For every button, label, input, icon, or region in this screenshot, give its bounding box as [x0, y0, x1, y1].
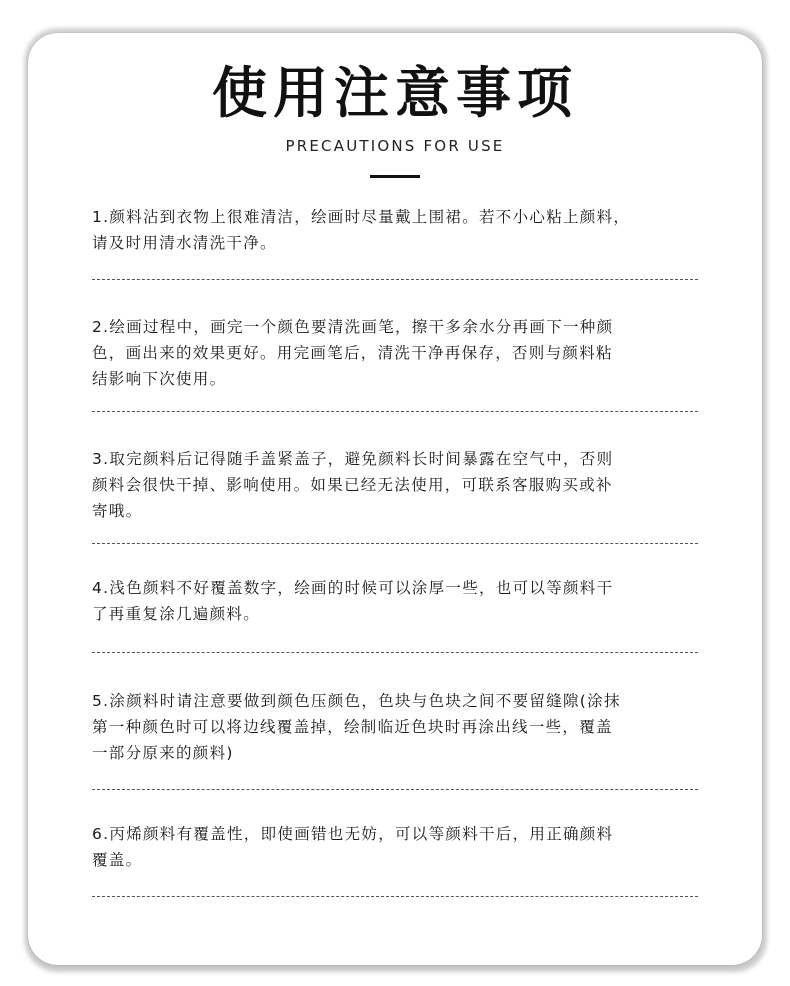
dashed-divider	[92, 279, 698, 280]
precaution-item-2: 2.绘画过程中，画完一个颜色要清洗画笔，擦干多余水分再画下一种颜 色，画出来的效果更好。用完画笔后，清洗干净再保存，否则与颜料粘 结影响下次使用。	[92, 318, 614, 388]
precaution-item-1: 1.颜料沾到衣物上很难清洁，绘画时尽量戴上围裙。若不小心粘上颜料， 请及时用清水清洗干净。	[92, 208, 631, 252]
dashed-divider	[92, 543, 698, 544]
precaution-item-5: 5.涂颜料时请注意要做到颜色压颜色，色块与色块之间不要留缝隙(涂抹 第一种颜色时可以将边线覆盖掉，绘制临近色块时再涂出线一些，覆盖 一部分原来的颜料)	[92, 692, 621, 762]
title-underline	[370, 175, 420, 178]
precaution-item-3: 3.取完颜料后记得随手盖紧盖子，避免颜料长时间暴露在空气中，否则 颜料会很快干掉、影响使用。如果已经无法使用，可联系客服购买或补 寄哦。	[92, 450, 614, 520]
page-title: 使用注意事项	[211, 61, 578, 125]
dashed-divider	[92, 896, 698, 897]
precaution-item-6: 6.丙烯颜料有覆盖性，即使画错也无妨，可以等颜料干后，用正确颜料 覆盖。	[92, 825, 614, 869]
dashed-divider	[92, 411, 698, 412]
dashed-divider	[92, 652, 698, 653]
precaution-item-4: 4.浅色颜料不好覆盖数字，绘画的时候可以涂厚一些，也可以等颜料干 了再重复涂几遍颜料。	[92, 579, 614, 623]
dashed-divider	[92, 789, 698, 790]
page-subtitle: PRECAUTIONS FOR USE	[285, 137, 505, 155]
